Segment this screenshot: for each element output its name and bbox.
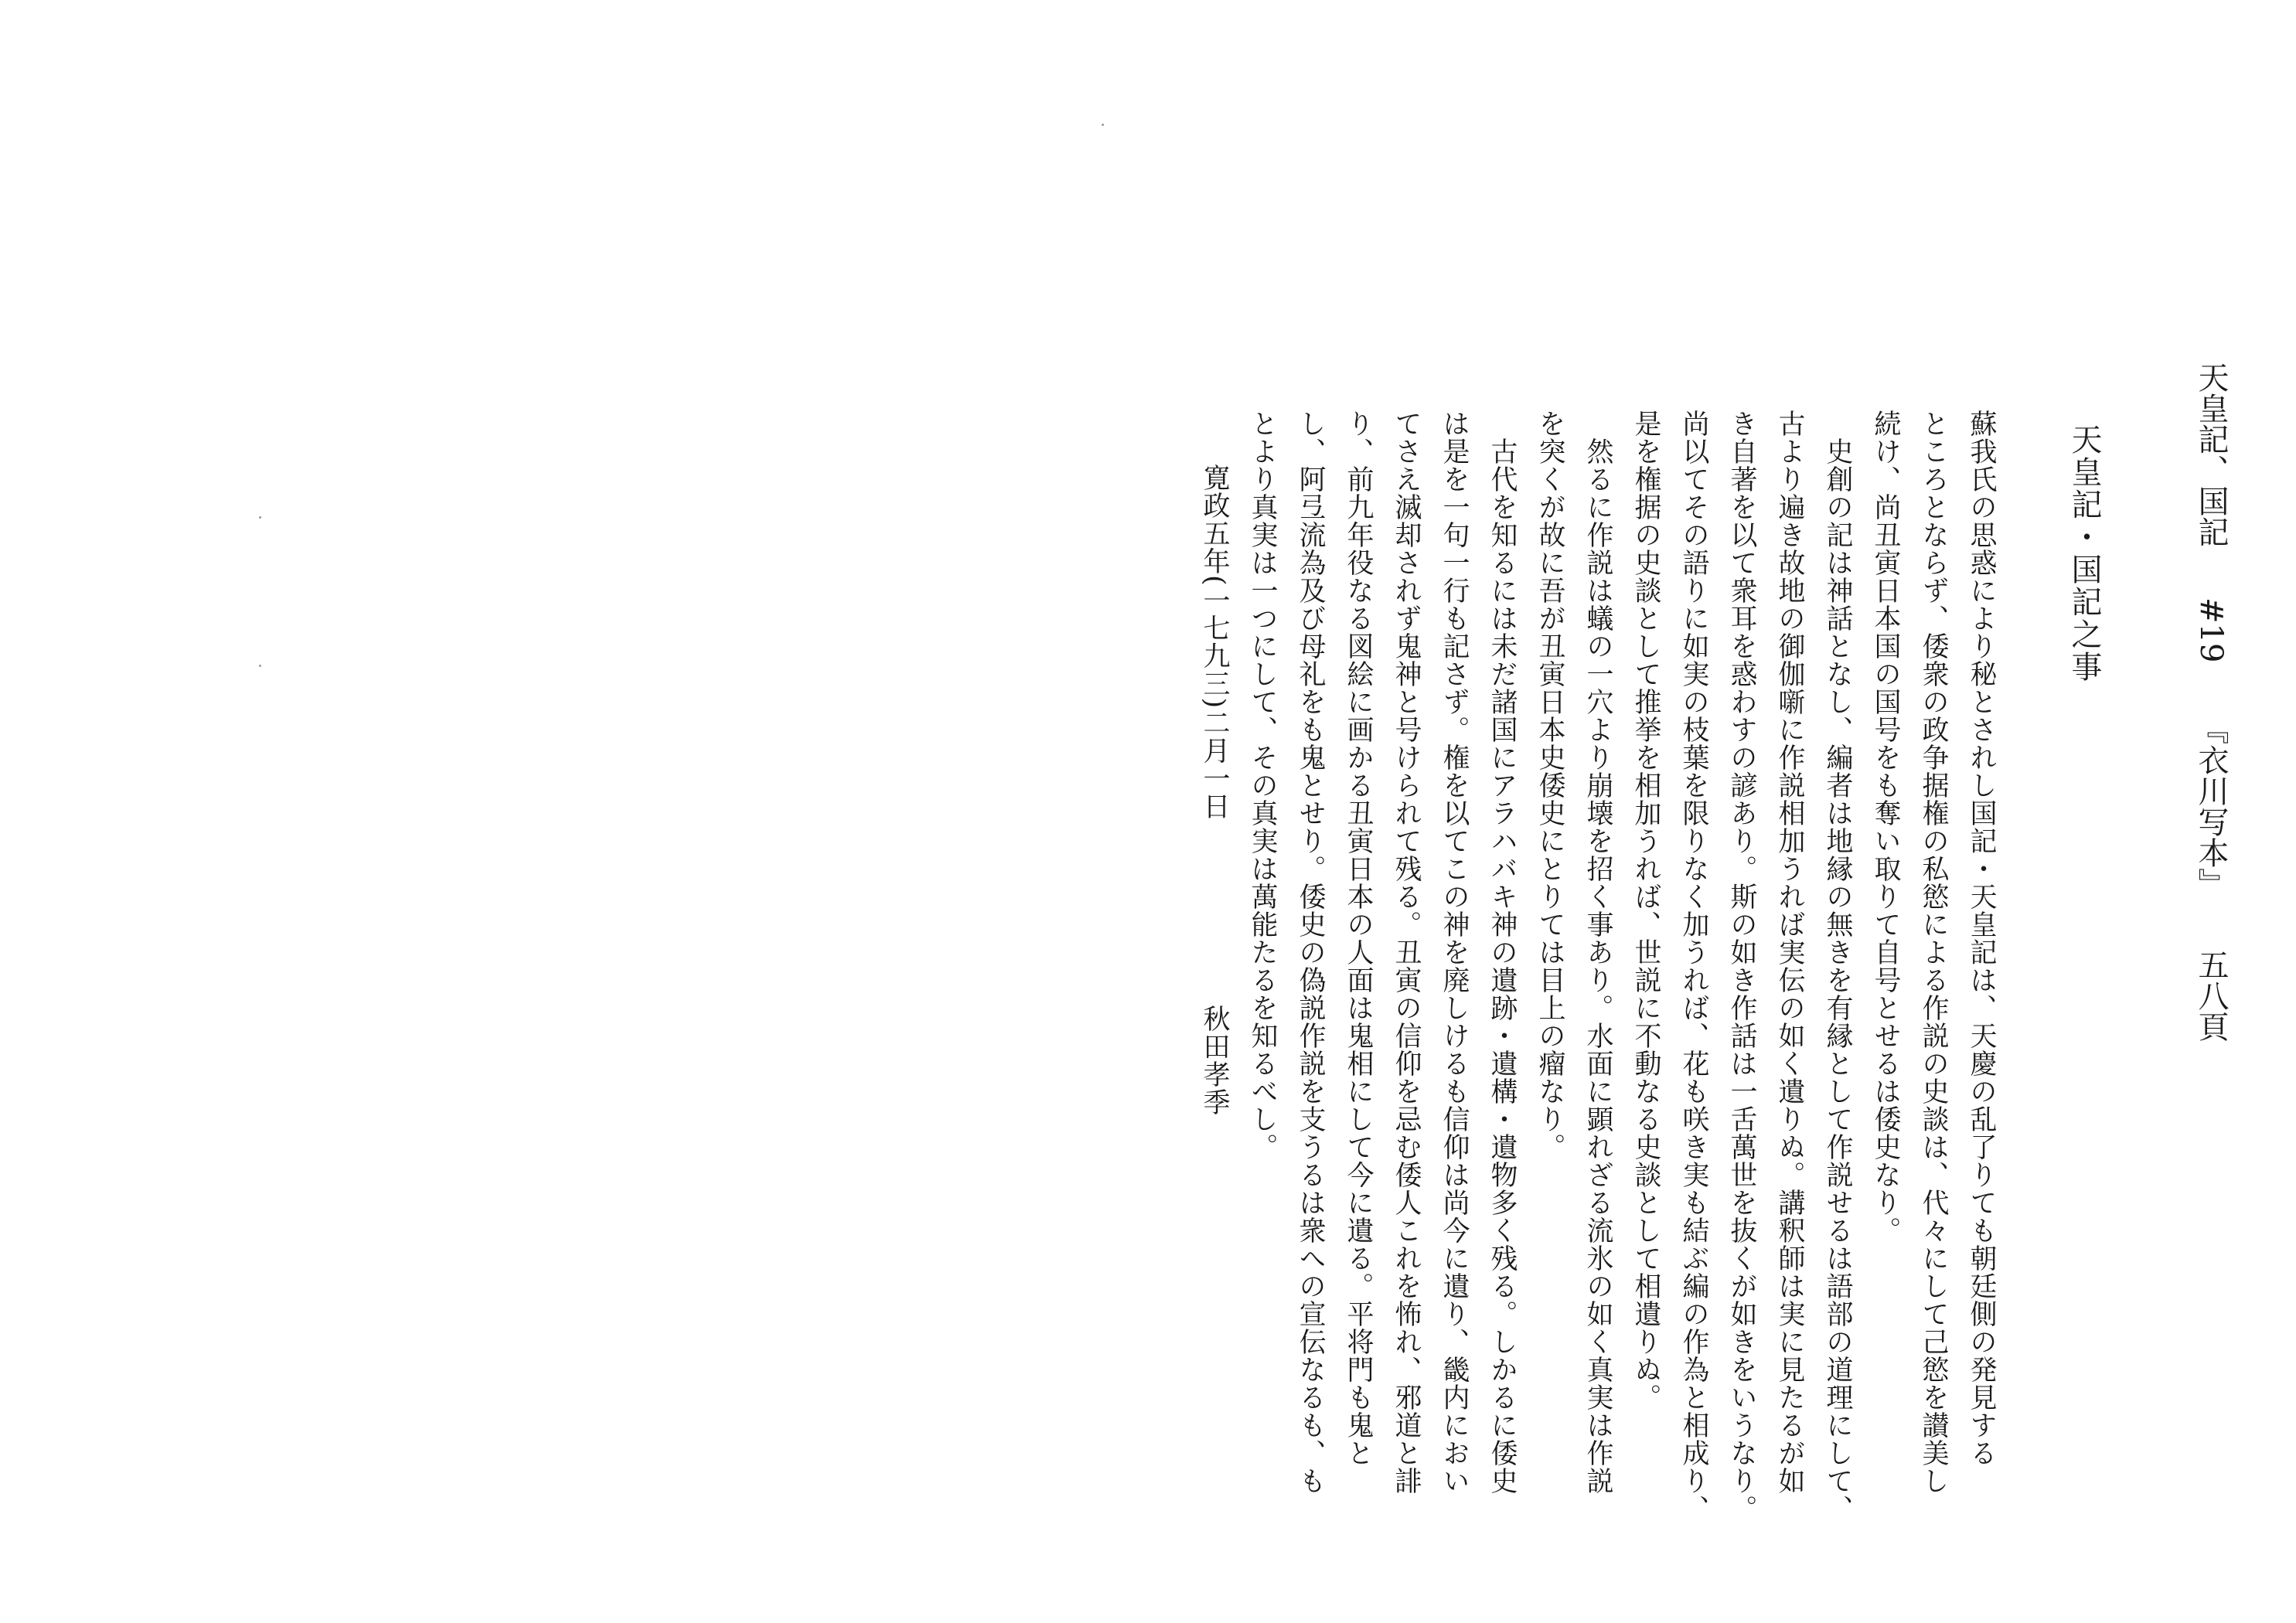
body-line: き自著を以て衆耳を惑わすの諺あり。斯の如き作話は一舌萬世を抜くが如きをいうなり。 bbox=[1726, 410, 1757, 1523]
body-line: り、前九年役なる図絵に画かる丑寅日本の人面は鬼相にして今に遺る。平将門も鬼と bbox=[1343, 410, 1374, 1467]
body-line: 続け、尚丑寅日本国の国号をも奪い取りて自号とせるは倭史なり。 bbox=[1870, 410, 1901, 1244]
body-line: 然るに作説は蟻の一穴より崩壊を招く事あり。水面に顕れざる流氷の如く真実は作説 bbox=[1582, 437, 1613, 1495]
page-number: 五八頁 bbox=[2193, 948, 2229, 1042]
scan-speck bbox=[1102, 124, 1104, 126]
scan-speck bbox=[259, 665, 261, 667]
section-title: 天皇記、国記 bbox=[2193, 362, 2229, 547]
body-line: 古代を知るには未だ諸国にアラハバキ神の遺跡・遺構・遺物多く残る。しかるに倭史 bbox=[1487, 437, 1518, 1495]
body-line: 是を権据の史談として推挙を相加うれば、世説に不動なる史談として相遺りぬ。 bbox=[1630, 410, 1661, 1411]
body-line: 尚以てその語りに如実の枝葉を限りなく加うれば、花も咲き実も結ぶ編の作為と相成り、 bbox=[1678, 410, 1709, 1523]
body-line: とより真実は一つにして、その真実は萬能たるを知るべし。 bbox=[1247, 410, 1278, 1161]
body-line: ところとならず、倭衆の政争据権の私慾による作説の史談は、代々にして己慾を讃美し bbox=[1918, 410, 1949, 1495]
body-line: を突くが故に吾が丑寅日本史倭史にとりては目上の瘤なり。 bbox=[1535, 410, 1565, 1161]
scan-speck bbox=[259, 516, 261, 519]
page-header bbox=[2189, 362, 2229, 1042]
document-title: 天皇記・国記之事 bbox=[2066, 424, 2102, 683]
source-title: 『衣川写本』 bbox=[2193, 713, 2229, 899]
document-number: #19 bbox=[2193, 597, 2229, 663]
body-line: 古より遍き故地の御伽噺に作説相加うれば実伝の如く遺りぬ。講釈師は実に見たるが如 bbox=[1774, 410, 1805, 1495]
document-date: 寛政五年(一七九三)二月一日 bbox=[1199, 464, 1230, 821]
document-author: 秋田孝季 bbox=[1199, 1005, 1230, 1116]
body-line: 史創の記は神話となし、編者は地縁の無きを有縁として作説せるは語部の道理にして、 bbox=[1822, 437, 1853, 1523]
body-line: し、阿弖流為及び母礼をも鬼とせり。倭史の偽説作説を支うるは衆への宣伝なるも、も bbox=[1295, 410, 1326, 1495]
body-line: てさえ滅却されず鬼神と号けられて残る。丑寅の信仰を忌む倭人これを怖れ、邪道と誹 bbox=[1391, 410, 1422, 1495]
body-line: は是を一句一行も記さず。権を以てこの神を廃しけるも信仰は尚今に遺り、畿内におい bbox=[1439, 410, 1470, 1495]
body-line: 蘇我氏の思惑により秘とされし国記・天皇記は、天慶の乱了りても朝廷側の発見する bbox=[1966, 410, 1997, 1467]
